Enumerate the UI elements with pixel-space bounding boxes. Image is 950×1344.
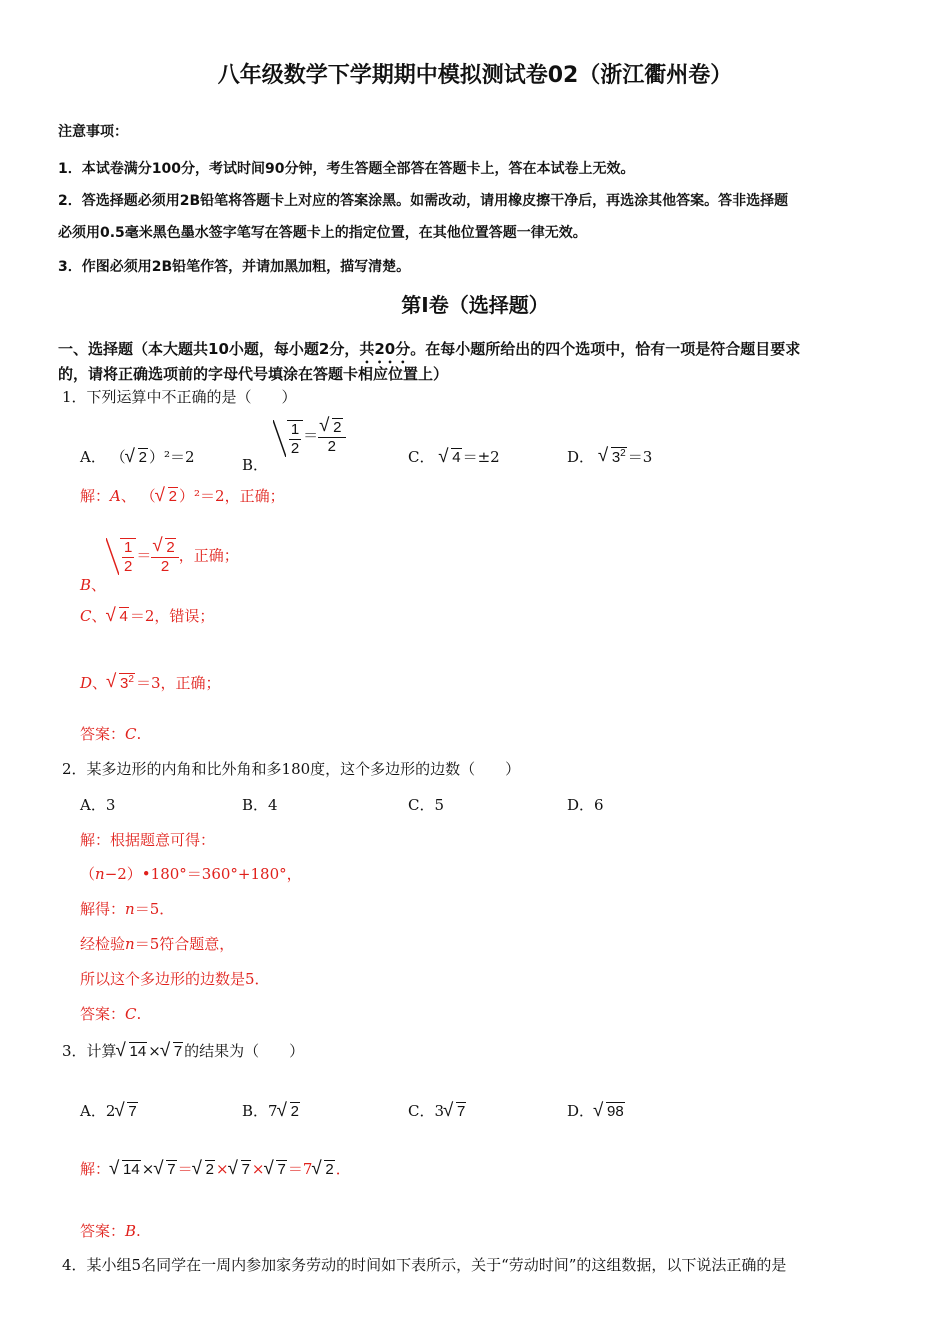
radicand: 2 (138, 449, 147, 466)
sqrt (229, 1160, 251, 1178)
option-label: C． (408, 1102, 435, 1120)
base: 3 (611, 449, 621, 466)
sol-tail: ，正确； (178, 546, 239, 565)
stem-prefix: 3．计算 (62, 1042, 117, 1060)
sep: 、 (91, 607, 107, 625)
sol-letter: B (80, 576, 92, 595)
q2-solution-5: 所以这个多边形的边数是5． (80, 970, 270, 988)
sol-tail: ＝5符合题意， (134, 935, 235, 953)
q1-stem: 1．下列运算中不正确的是（ ） (62, 388, 297, 406)
sep: 、 (91, 576, 107, 595)
q1-solution-c (80, 605, 214, 626)
sqrt (126, 448, 148, 466)
option-label: B． (242, 456, 269, 475)
sol-letter: A (110, 487, 121, 505)
q2-solution-4 (80, 933, 234, 954)
radicand: 7 (128, 1103, 137, 1120)
radicand: 2 (333, 419, 342, 436)
sqrt (115, 1102, 137, 1120)
q1-solution-d (80, 672, 221, 693)
frac-den: 2 (160, 557, 170, 575)
radicand: 4 (119, 608, 128, 625)
sol-end: ． (335, 1160, 351, 1178)
radicand: 7 (241, 1161, 250, 1178)
fraction (151, 538, 178, 575)
option-label: B． (242, 1102, 269, 1120)
paren: （ (140, 487, 156, 505)
sol-prefix: 解得： (80, 900, 126, 918)
q3-answer: 答案：B. (80, 1222, 141, 1240)
sol-tail: ＝5． (134, 900, 175, 918)
sqrt (594, 1102, 625, 1120)
answer-value: C (125, 725, 137, 743)
notice-item-3: 3．作图必须用2B铅笔作答，并请加黑加粗，描写清楚。 (58, 259, 411, 275)
q3-option-b (242, 1100, 301, 1121)
sqrt (278, 1102, 300, 1120)
sol-prefix: （ (80, 865, 96, 883)
part1-heading-line2: 的，请将正确选项前的字母代号填涂在答题卡相应位置上） (58, 365, 449, 383)
sol-tail: −2）•180°＝360°+180°， (104, 865, 302, 883)
frac-den: 2 (124, 557, 133, 575)
sol-var: n (125, 900, 135, 918)
q2-option-c: C．5 (408, 796, 445, 814)
base: 3 (120, 675, 129, 692)
equals: ＝7 (287, 1160, 313, 1178)
q3-option-c (408, 1100, 467, 1121)
paren: （ (110, 448, 126, 466)
frac-den: 2 (327, 437, 337, 455)
q1-option-b (242, 416, 346, 475)
q3-option-a (80, 1100, 139, 1121)
sqrt (110, 1160, 141, 1178)
equals: ＝ (303, 426, 319, 445)
option-label: A． (80, 448, 106, 466)
option-label: C． (408, 448, 435, 466)
option-tail: ＝3 (627, 448, 653, 466)
sqrt (107, 607, 129, 625)
paren: ） (179, 487, 195, 505)
option-label: D． (567, 1102, 595, 1120)
sqrt (107, 673, 135, 692)
part1-heading-b: 。在每小题所给出的四个选项中，恰有一项是符合题目要求 (410, 340, 801, 358)
sol-letter: C (80, 607, 92, 625)
times: × (141, 1160, 155, 1178)
radicand: 2 (325, 1161, 334, 1178)
sqrt (161, 1042, 183, 1060)
q3-option-d (567, 1100, 626, 1121)
equals: ＝ (136, 546, 152, 565)
coef: 7 (268, 1102, 278, 1120)
section-title: 第Ⅰ卷（选择题） (401, 293, 549, 317)
exponent: 2 (620, 448, 626, 459)
q2-stem: 2．某多边形的内角和比外角和多180度，这个多边形的边数（ ） (62, 760, 521, 778)
sol-prefix: 解： (80, 1160, 111, 1178)
radicand: 2 (205, 1161, 214, 1178)
equals: ＝ (177, 1160, 193, 1178)
notice-item-1: 1．本试卷满分100分，考试时间90分钟，考生答题全部答在答题卡上，答在本试卷上无效。 (58, 161, 635, 177)
sol-prefix: 解： (80, 487, 111, 505)
q1-answer: 答案：C. (80, 725, 142, 743)
times: × (251, 1160, 265, 1178)
q1-option-d (567, 446, 652, 467)
radicand: 2 (290, 1103, 299, 1120)
radicand: 7 (277, 1161, 286, 1178)
sol-var: n (125, 935, 135, 953)
sqrt (264, 1160, 286, 1178)
radicand: 7 (457, 1103, 466, 1120)
sqrt-fraction (273, 420, 303, 457)
page-title: 八年级数学下学期期中模拟测试卷02（浙江衢州卷） (217, 63, 733, 88)
coef: 2 (105, 1102, 116, 1120)
q1-option-c (408, 446, 500, 467)
option-label: A． (80, 1102, 106, 1120)
q2-option-b: B．4 (242, 796, 278, 814)
coef: 3 (434, 1102, 445, 1120)
q3-stem (62, 1040, 304, 1061)
exponent: 2 (128, 674, 134, 685)
option-tail: ＝±2 (462, 448, 500, 466)
q2-solution-1: 解：根据题意可得： (80, 831, 216, 849)
frac-den: 2 (290, 439, 300, 457)
sol-letter: D (80, 674, 93, 692)
times: × (215, 1160, 229, 1178)
sqrt (444, 1102, 466, 1120)
q2-solution-2 (80, 863, 302, 884)
sqrt (312, 1160, 334, 1178)
answer-prefix: 答案： (80, 1222, 126, 1240)
notice-heading: 注意事项： (58, 124, 128, 140)
radicand: 7 (173, 1043, 183, 1060)
answer-value: C (125, 1005, 137, 1023)
sqrt (193, 1160, 215, 1178)
sqrt (439, 448, 461, 466)
sqrt-fraction (106, 538, 136, 575)
fraction (318, 418, 345, 455)
notice-item-2a: 2．答选择题必须用2B铅笔将答题卡上对应的答案涂黑。如需改动，请用橡皮擦干净后，再选涂其他答案。答非选择题 (58, 193, 789, 209)
part1-heading-a: 一、选择题（本大题共10小题，每小题2分， (58, 340, 360, 358)
option-label: D． (567, 448, 595, 466)
radicand: 4 (452, 449, 461, 466)
sqrt (599, 447, 627, 466)
q1-solution-a (80, 485, 285, 506)
q3-solution (80, 1158, 351, 1179)
sol-tail: ＝2，错误； (129, 607, 215, 625)
sqrt (156, 487, 178, 505)
frac-num: 1 (290, 421, 300, 438)
sqrt (117, 1042, 148, 1060)
part1-heading-emph: 共20分 (359, 340, 411, 358)
q1-option-a (80, 446, 195, 467)
radicand: 14 (123, 1161, 140, 1178)
notice-item-2b: 必须用0.5毫米黑色墨水签字笔写在答题卡上的指定位置，在其他位置答题一律无效。 (58, 225, 587, 241)
radicand: 7 (167, 1161, 176, 1178)
radicand: 98 (607, 1103, 624, 1120)
q1-solution-b (80, 538, 239, 595)
sqrt (154, 1160, 176, 1178)
answer-value: B (125, 1222, 137, 1240)
frac-num: 1 (124, 539, 133, 556)
radicand: 2 (166, 539, 175, 556)
stem-tail: 的结果为（ ） (184, 1042, 305, 1060)
answer-prefix: 答案： (80, 1005, 126, 1023)
paren: ） (148, 448, 164, 466)
radicand: 2 (168, 488, 178, 505)
sol-tail: ＝3，正确； (135, 674, 221, 692)
option-tail: ²＝2 (164, 448, 195, 466)
q2-option-a: A．3 (80, 796, 116, 814)
answer-prefix: 答案： (80, 725, 126, 743)
times: × (148, 1042, 161, 1060)
sep: 、 (92, 674, 108, 692)
q2-answer: 答案：C. (80, 1005, 142, 1023)
q2-solution-3 (80, 898, 174, 919)
q4-stem: 4．某小组5名同学在一周内参加家务劳动的时间如下表所示，关于“劳动时间”的这组数据，以下说法正确的是 (62, 1256, 787, 1274)
sol-tail: ²＝2，正确； (194, 487, 285, 505)
sol-var: n (95, 865, 105, 883)
radicand: 14 (129, 1043, 147, 1060)
sep: 、 (120, 487, 136, 505)
q2-option-d: D．6 (567, 796, 604, 814)
sol-prefix: 经检验 (80, 935, 126, 953)
